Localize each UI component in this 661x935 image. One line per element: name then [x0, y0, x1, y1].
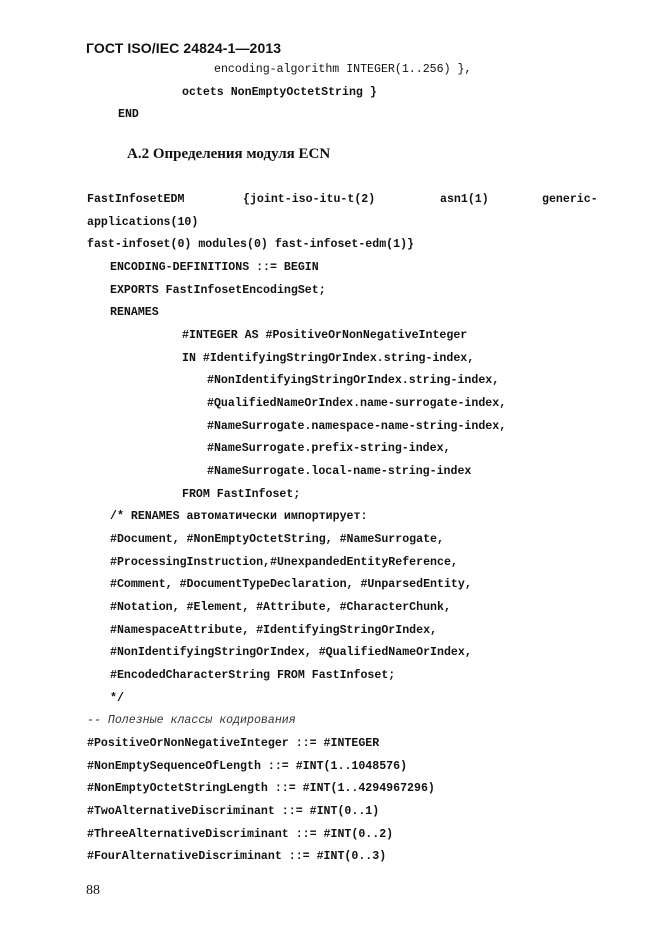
- code-line: octets NonEmptyOctetString }: [182, 86, 377, 99]
- section-title: А.2 Определения модуля ECN: [127, 146, 331, 162]
- code-line: EXPORTS FastInfosetEncodingSet;: [110, 284, 326, 297]
- module-header-line: fast-infoset(0) modules(0) fast-infoset-edm(1)}: [87, 238, 414, 251]
- code-line: END: [118, 108, 139, 121]
- code-line: #NonIdentifyingStringOrIndex.string-index,: [207, 374, 500, 387]
- definition-line: #FourAlternativeDiscriminant ::= #INT(0..3): [87, 850, 387, 863]
- definition-line: #ThreeAlternativeDiscriminant ::= #INT(0..2): [87, 828, 394, 841]
- code-line: FROM FastInfoset;: [182, 488, 301, 501]
- code-line: #Document, #NonEmptyOctetString, #NameSurrogate,: [110, 533, 444, 546]
- code-line: #Comment, #DocumentTypeDeclaration, #UnparsedEntity,: [110, 578, 472, 591]
- code-line: #INTEGER AS #PositiveOrNonNegativeInteger: [182, 329, 468, 342]
- module-oid-part1: {joint-iso-itu-t(2): [243, 193, 376, 206]
- code-line: #ProcessingInstruction,#UnexpandedEntityReference,: [110, 556, 458, 569]
- code-line: #NamespaceAttribute, #IdentifyingStringOrIndex,: [110, 624, 437, 637]
- code-line: #QualifiedNameOrIndex.name-surrogate-index,: [207, 397, 507, 410]
- module-oid-part3: generic-: [542, 193, 598, 206]
- code-line: encoding-algorithm INTEGER(1..256) },: [214, 63, 472, 76]
- document-header: ГОСТ ISO/IEC 24824-1—2013: [86, 40, 282, 56]
- comment-line: -- Полезные классы кодирования: [87, 714, 296, 727]
- module-header-line: applications(10): [87, 216, 199, 229]
- code-line: #EncodedCharacterString FROM FastInfoset;: [110, 669, 396, 682]
- code-line: #Notation, #Element, #Attribute, #CharacterChunk,: [110, 601, 451, 614]
- code-line: #NameSurrogate.prefix-string-index,: [207, 442, 451, 455]
- code-line: IN #IdentifyingStringOrIndex.string-index,: [182, 352, 475, 365]
- code-line: */: [110, 692, 124, 705]
- code-line: #NameSurrogate.local-name-string-index: [207, 465, 472, 478]
- code-line: RENAMES: [110, 306, 159, 319]
- module-oid-part2: asn1(1): [440, 193, 489, 206]
- module-name: FastInfosetEDM: [87, 193, 185, 206]
- definition-line: #PositiveOrNonNegativeInteger ::= #INTEGER: [87, 737, 380, 750]
- code-line: ENCODING-DEFINITIONS ::= BEGIN: [110, 261, 319, 274]
- code-line: /* RENAMES автоматически импортирует:: [110, 510, 368, 523]
- code-line: #NameSurrogate.namespace-name-string-index,: [207, 420, 507, 433]
- definition-line: #NonEmptySequenceOfLength ::= #INT(1..1048576): [87, 760, 408, 773]
- definition-line: #TwoAlternativeDiscriminant ::= #INT(0..1): [87, 805, 380, 818]
- code-line: #NonIdentifyingStringOrIndex, #QualifiedNameOrIndex,: [110, 646, 472, 659]
- definition-line: #NonEmptyOctetStringLength ::= #INT(1..4294967296): [87, 782, 435, 795]
- page-number: 88: [86, 883, 100, 898]
